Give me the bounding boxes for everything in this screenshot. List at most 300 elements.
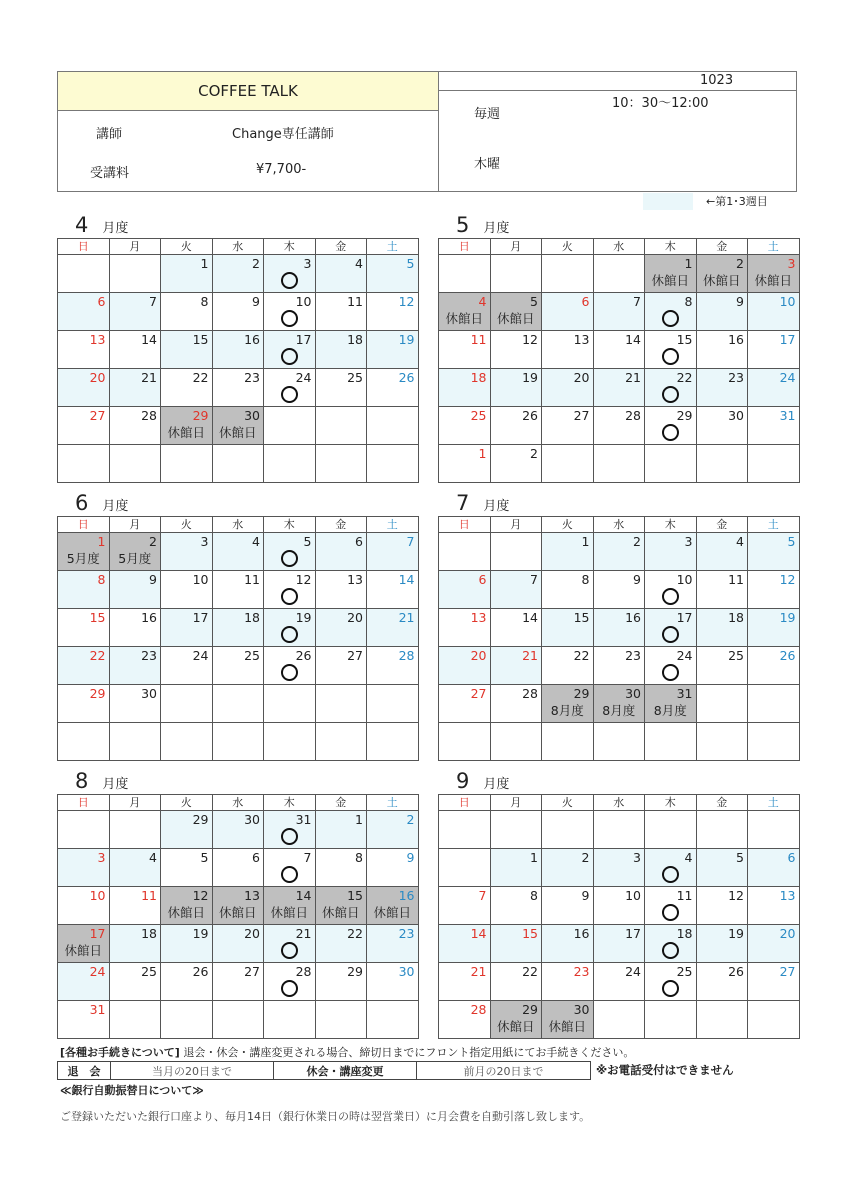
day-number: 1: [97, 534, 106, 549]
day-number: 5: [530, 294, 538, 309]
day-cell: [212, 723, 264, 761]
weekday-header: 火: [161, 239, 213, 255]
day-number: 2: [149, 534, 157, 549]
day-number: 30: [728, 408, 744, 423]
day-number: 25: [141, 964, 157, 979]
day-cell: [439, 647, 491, 685]
day-number: 16: [625, 610, 641, 625]
day-number: 19: [295, 610, 312, 625]
day-cell: [490, 925, 542, 963]
day-number: 4: [252, 534, 260, 549]
week-row: [439, 255, 800, 293]
day-number: 3: [684, 534, 693, 549]
day-cell: [748, 1001, 800, 1039]
day-number: 9: [633, 572, 641, 587]
deadline-table: [57, 1061, 591, 1080]
month-suffix: 月度: [102, 499, 129, 514]
day-cell: [264, 887, 316, 925]
day-note: 休館日: [167, 425, 205, 440]
day-cell: [212, 925, 264, 963]
month-calendar: [57, 516, 419, 761]
day-number: 26: [779, 648, 796, 663]
day-number: 21: [470, 964, 487, 979]
day-number: 16: [728, 332, 744, 347]
day-cell: [439, 571, 491, 609]
day-cell: [439, 685, 491, 723]
day-cell: [58, 571, 110, 609]
day-cell: [645, 293, 697, 331]
day-cell: [161, 849, 213, 887]
month-suffix: 月度: [102, 221, 129, 236]
weekday-header: 金: [696, 795, 748, 811]
weekday-header: 木: [645, 795, 697, 811]
day-cell: [748, 571, 800, 609]
day-cell: [212, 255, 264, 293]
day-cell: [367, 925, 419, 963]
day-cell: [58, 887, 110, 925]
day-number: 3: [200, 534, 209, 549]
day-cell: [315, 723, 367, 761]
day-cell: [439, 849, 491, 887]
day-number: 21: [141, 370, 157, 385]
month-number: 4: [75, 213, 89, 237]
suspend-label: 休会・講座変更: [274, 1062, 417, 1080]
day-number: 27: [347, 648, 363, 663]
procedures-line: [60, 1044, 634, 1060]
day-number: 1: [478, 446, 487, 461]
day-cell: [696, 849, 748, 887]
day-cell: [367, 255, 419, 293]
day-cell: [593, 571, 645, 609]
day-number: 16: [244, 332, 260, 347]
week-row: [58, 963, 419, 1001]
day-cell: [161, 963, 213, 1001]
class-day-circle-icon: [662, 310, 679, 327]
day-cell: [490, 445, 542, 483]
day-note: 休館日: [496, 1019, 535, 1034]
week-row: [439, 609, 800, 647]
day-number: 7: [406, 534, 415, 549]
day-number: 13: [779, 888, 796, 903]
day-cell: [161, 723, 213, 761]
day-cell: [58, 647, 110, 685]
day-cell: [490, 963, 542, 1001]
day-cell: [212, 685, 264, 723]
weekday-header: 月: [490, 795, 542, 811]
day-number: 16: [573, 926, 590, 941]
day-number: 9: [252, 294, 260, 309]
day-number: 5: [736, 850, 744, 865]
month-calendar: [57, 794, 419, 1039]
week-row: [58, 811, 419, 849]
month-suffix: 月度: [483, 221, 510, 236]
weekday-header: 土: [748, 239, 800, 255]
month-title: [75, 213, 128, 237]
month-calendar: [438, 794, 800, 1039]
day-number: 14: [141, 332, 157, 347]
day-cell: [593, 849, 645, 887]
day-cell: [542, 887, 594, 925]
day-cell: [696, 293, 748, 331]
day-cell: [109, 369, 161, 407]
day-number: 27: [89, 408, 106, 423]
day-cell: [367, 887, 419, 925]
weekday-header: 火: [161, 795, 213, 811]
day-cell: [109, 533, 161, 571]
day-cell: [58, 723, 110, 761]
day-note: 休館日: [548, 1019, 586, 1034]
day-cell: [367, 723, 419, 761]
day-cell: [696, 255, 748, 293]
day-cell: [490, 1001, 542, 1039]
day-number: 21: [522, 648, 538, 663]
day-number: 12: [192, 888, 209, 903]
weekday-header: 日: [439, 517, 491, 533]
day-number: 28: [522, 686, 538, 701]
day-number: 3: [303, 256, 312, 271]
day-cell: [696, 723, 748, 761]
day-number: 30: [244, 812, 260, 827]
day-cell: [542, 723, 594, 761]
fee-value: ¥7,700-: [256, 162, 307, 177]
day-number: 28: [625, 408, 641, 423]
day-cell: [748, 685, 800, 723]
month-suffix: 月度: [483, 499, 510, 514]
month-number: 5: [456, 213, 470, 237]
day-number: 9: [406, 850, 415, 865]
day-cell: [490, 609, 542, 647]
day-cell: [542, 445, 594, 483]
weekday-header: 日: [58, 239, 110, 255]
day-cell: [593, 255, 645, 293]
week-row: [58, 609, 419, 647]
day-number: 20: [347, 610, 363, 625]
class-day-circle-icon: [662, 866, 679, 883]
class-day-circle-icon: [281, 626, 298, 643]
day-cell: [542, 963, 594, 1001]
day-number: 23: [398, 926, 415, 941]
day-number: 24: [295, 370, 312, 385]
day-cell: [696, 571, 748, 609]
day-number: 11: [244, 572, 260, 587]
day-number: 29: [676, 408, 693, 423]
weekday-header: 木: [264, 517, 316, 533]
day-cell: [161, 293, 213, 331]
day-number: 14: [295, 888, 312, 903]
day-number: 29: [573, 686, 590, 701]
day-number: 20: [244, 926, 260, 941]
day-number: 31: [295, 812, 312, 827]
day-number: 8: [581, 572, 590, 587]
day-number: 23: [728, 370, 744, 385]
weekday-header: 土: [367, 239, 419, 255]
day-number: 17: [192, 610, 209, 625]
day-cell: [645, 849, 697, 887]
day-cell: [593, 293, 645, 331]
day-number: 12: [779, 572, 796, 587]
class-day-circle-icon: [281, 550, 298, 567]
weekday-header: 火: [161, 517, 213, 533]
day-number: 28: [470, 1002, 487, 1017]
day-cell: [645, 811, 697, 849]
day-cell: [212, 571, 264, 609]
day-cell: [439, 445, 491, 483]
day-cell: [645, 685, 697, 723]
day-cell: [212, 963, 264, 1001]
day-cell: [109, 407, 161, 445]
class-day-circle-icon: [281, 866, 298, 883]
month-title: [456, 491, 509, 515]
day-number: 25: [347, 370, 363, 385]
day-number: 19: [779, 610, 796, 625]
day-number: 30: [573, 1002, 590, 1017]
day-cell: [593, 887, 645, 925]
day-cell: [748, 255, 800, 293]
day-cell: [696, 811, 748, 849]
weekday-header: 日: [439, 239, 491, 255]
day-number: 7: [633, 294, 641, 309]
day-cell: [439, 609, 491, 647]
day-cell: [161, 407, 213, 445]
legend-swatch: [643, 193, 693, 210]
day-cell: [367, 369, 419, 407]
instructor-label: 講師: [96, 127, 123, 142]
day-cell: [58, 255, 110, 293]
withdraw-deadline: 当月の20日まで: [111, 1062, 274, 1080]
day-number: 3: [787, 256, 796, 271]
day-cell: [109, 571, 161, 609]
day-cell: [542, 331, 594, 369]
day-number: 19: [522, 370, 538, 385]
day-cell: [58, 293, 110, 331]
day-cell: [542, 925, 594, 963]
day-cell: [593, 647, 645, 685]
weekday-header: 土: [748, 517, 800, 533]
day-cell: [109, 331, 161, 369]
day-number: 20: [573, 370, 590, 385]
day-cell: [696, 445, 748, 483]
day-cell: [161, 533, 213, 571]
day-cell: [264, 647, 316, 685]
week-row: [58, 849, 419, 887]
day-number: 14: [625, 332, 641, 347]
week-row: [58, 331, 419, 369]
weekday-header: 木: [645, 517, 697, 533]
day-number: 28: [141, 408, 157, 423]
day-cell: [645, 533, 697, 571]
day-cell: [315, 647, 367, 685]
day-cell: [696, 963, 748, 1001]
day-cell: [490, 723, 542, 761]
day-number: 1: [684, 256, 693, 271]
day-number: 18: [347, 332, 363, 347]
class-title: COFFEE TALK: [198, 82, 298, 100]
day-number: 19: [398, 332, 415, 347]
day-cell: [439, 963, 491, 1001]
day-number: 12: [295, 572, 312, 587]
procedures-heading: [各種お手続きについて]: [60, 1046, 180, 1059]
day-number: 13: [573, 332, 590, 347]
day-cell: [212, 369, 264, 407]
day-cell: [645, 255, 697, 293]
day-number: 2: [530, 446, 538, 461]
day-number: 26: [192, 964, 209, 979]
class-day-circle-icon: [281, 664, 298, 681]
day-number: 27: [573, 408, 590, 423]
weekday-header: 日: [58, 517, 110, 533]
day-cell: [696, 1001, 748, 1039]
day-cell: [315, 925, 367, 963]
day-cell: [645, 963, 697, 1001]
day-number: 2: [252, 256, 260, 271]
day-note: 休館日: [702, 273, 741, 288]
weekday-header: 金: [315, 795, 367, 811]
day-cell: [645, 925, 697, 963]
day-cell: [264, 685, 316, 723]
class-day-circle-icon: [281, 272, 298, 289]
day-cell: [161, 331, 213, 369]
day-number: 4: [684, 850, 693, 865]
day-cell: [161, 255, 213, 293]
day-number: 10: [676, 572, 693, 587]
day-cell: [315, 293, 367, 331]
day-number: 7: [303, 850, 312, 865]
day-cell: [367, 533, 419, 571]
day-number: 25: [676, 964, 693, 979]
day-cell: [439, 407, 491, 445]
day-cell: [542, 685, 594, 723]
day-number: 24: [89, 964, 106, 979]
day-cell: [212, 609, 264, 647]
day-cell: [58, 925, 110, 963]
day-number: 4: [149, 850, 157, 865]
day-cell: [315, 533, 367, 571]
day-cell: [490, 811, 542, 849]
day-cell: [490, 369, 542, 407]
day-note: 休館日: [373, 905, 411, 920]
day-cell: [315, 331, 367, 369]
day-number: 8: [97, 572, 106, 587]
day-number: 27: [244, 964, 260, 979]
day-number: 30: [398, 964, 415, 979]
day-number: 4: [355, 256, 363, 271]
day-number: 8: [530, 888, 538, 903]
week-row: [58, 571, 419, 609]
day-cell: [161, 369, 213, 407]
weekday-header: 水: [212, 517, 264, 533]
week-row: [439, 445, 800, 483]
day-cell: [439, 1001, 491, 1039]
day-cell: [439, 533, 491, 571]
day-cell: [645, 571, 697, 609]
day-number: 9: [581, 888, 590, 903]
day-cell: [439, 331, 491, 369]
day-number: 30: [141, 686, 157, 701]
day-cell: [490, 407, 542, 445]
day-cell: [109, 811, 161, 849]
class-day-circle-icon: [662, 348, 679, 365]
day-cell: [645, 331, 697, 369]
day-number: 4: [478, 294, 487, 309]
day-number: 29: [89, 686, 106, 701]
day-cell: [490, 293, 542, 331]
month-calendar: [57, 238, 419, 483]
day-cell: [58, 1001, 110, 1039]
day-cell: [696, 609, 748, 647]
day-number: 29: [192, 812, 209, 827]
week-row: [439, 533, 800, 571]
day-cell: [264, 255, 316, 293]
weekday-header: 月: [490, 239, 542, 255]
day-note: 8月度: [550, 703, 584, 718]
weekday-header: 土: [748, 795, 800, 811]
weekday: 木曜: [474, 157, 501, 172]
day-cell: [58, 609, 110, 647]
class-day-circle-icon: [281, 310, 298, 327]
day-cell: [367, 849, 419, 887]
day-cell: [58, 685, 110, 723]
day-cell: [748, 849, 800, 887]
day-number: 5: [303, 534, 312, 549]
day-cell: [696, 925, 748, 963]
day-number: 3: [97, 850, 106, 865]
day-number: 11: [470, 332, 487, 347]
day-cell: [109, 609, 161, 647]
day-cell: [161, 609, 213, 647]
day-note: 休館日: [445, 311, 483, 326]
day-cell: [645, 407, 697, 445]
day-number: 17: [89, 926, 106, 941]
day-number: 25: [244, 648, 260, 663]
day-number: 30: [625, 686, 641, 701]
day-cell: [264, 609, 316, 647]
day-note: 8月度: [653, 703, 687, 718]
class-day-circle-icon: [662, 386, 679, 403]
day-cell: [593, 811, 645, 849]
day-cell: [315, 811, 367, 849]
day-note: 休館日: [64, 943, 102, 958]
day-number: 28: [295, 964, 312, 979]
day-cell: [490, 255, 542, 293]
day-cell: [161, 685, 213, 723]
month-title: [75, 491, 128, 515]
day-number: 22: [347, 926, 363, 941]
week-row: [439, 1001, 800, 1039]
weekday-header: 日: [439, 795, 491, 811]
day-cell: [109, 445, 161, 483]
day-cell: [696, 685, 748, 723]
day-cell: [439, 369, 491, 407]
legend-note: ←第1･3週目: [706, 195, 768, 208]
day-cell: [542, 571, 594, 609]
week-row: [58, 369, 419, 407]
day-cell: [748, 609, 800, 647]
day-cell: [748, 887, 800, 925]
day-cell: [264, 293, 316, 331]
day-number: 15: [676, 332, 693, 347]
day-cell: [696, 407, 748, 445]
day-cell: [161, 925, 213, 963]
day-number: 11: [728, 572, 744, 587]
week-row: [58, 445, 419, 483]
day-number: 1: [530, 850, 538, 865]
day-cell: [109, 849, 161, 887]
day-number: 16: [141, 610, 157, 625]
day-cell: [367, 963, 419, 1001]
day-cell: [645, 609, 697, 647]
day-number: 18: [470, 370, 487, 385]
day-cell: [58, 811, 110, 849]
